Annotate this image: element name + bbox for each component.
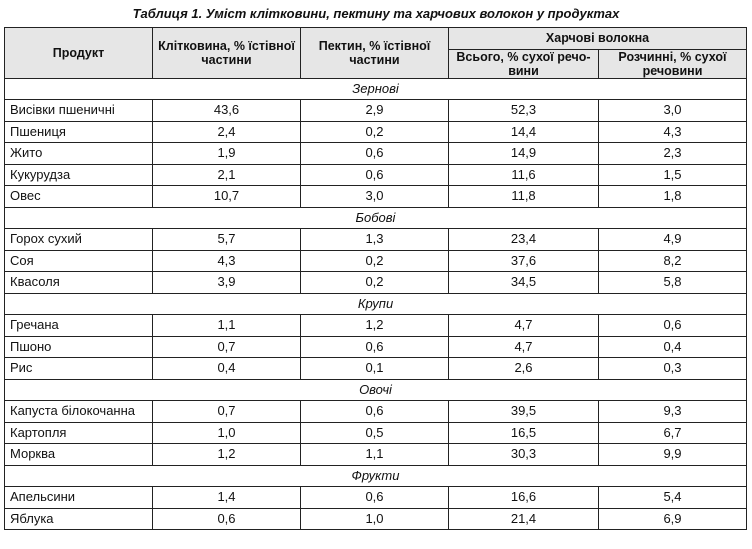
group-row xyxy=(5,465,747,487)
group-row xyxy=(5,293,747,315)
value-cell: 0,4 xyxy=(153,358,301,380)
value-cell: 0,6 xyxy=(301,164,449,186)
table-row xyxy=(5,487,747,509)
value-cell: 0,2 xyxy=(301,121,449,143)
value-cell: 1,9 xyxy=(153,143,301,165)
value-cell: 1,3 xyxy=(301,229,449,251)
value-cell: 2,1 xyxy=(153,164,301,186)
product-name-cell: Кукурудза xyxy=(5,164,153,186)
value-cell: 0,2 xyxy=(301,250,449,272)
product-name-cell: Овес xyxy=(5,186,153,208)
product-name-cell: Соя xyxy=(5,250,153,272)
header-pectin: Пектин, % їстівної частини xyxy=(301,28,449,79)
table-row xyxy=(5,186,747,208)
table-row xyxy=(5,315,747,337)
value-cell: 2,4 xyxy=(153,121,301,143)
value-cell: 43,6 xyxy=(153,100,301,122)
value-cell: 0,6 xyxy=(153,508,301,530)
product-name-cell: Морква xyxy=(5,444,153,466)
value-cell: 34,5 xyxy=(449,272,599,294)
product-name-cell: Гречана xyxy=(5,315,153,337)
value-cell: 0,1 xyxy=(301,358,449,380)
value-cell: 11,8 xyxy=(449,186,599,208)
value-cell: 3,0 xyxy=(599,100,747,122)
value-cell: 1,1 xyxy=(153,315,301,337)
table-row xyxy=(5,422,747,444)
value-cell: 5,8 xyxy=(599,272,747,294)
group-title: Фрукти xyxy=(5,465,747,487)
table-row xyxy=(5,508,747,530)
product-name-cell: Висівки пшеничні xyxy=(5,100,153,122)
value-cell: 1,2 xyxy=(301,315,449,337)
value-cell: 0,7 xyxy=(153,401,301,423)
value-cell: 2,6 xyxy=(449,358,599,380)
value-cell: 9,9 xyxy=(599,444,747,466)
value-cell: 0,2 xyxy=(301,272,449,294)
product-name-cell: Рис xyxy=(5,358,153,380)
group-row xyxy=(5,379,747,401)
value-cell: 1,5 xyxy=(599,164,747,186)
value-cell: 1,0 xyxy=(153,422,301,444)
table-row xyxy=(5,121,747,143)
value-cell: 1,4 xyxy=(153,487,301,509)
value-cell: 0,6 xyxy=(301,336,449,358)
header-product: Продукт xyxy=(5,28,153,79)
value-cell: 4,3 xyxy=(599,121,747,143)
value-cell: 2,9 xyxy=(301,100,449,122)
table-caption: Таблиця 1. Уміст клітковини, пектину та харчових волокон у продуктах xyxy=(132,6,620,21)
table-row xyxy=(5,401,747,423)
group-row xyxy=(5,78,747,100)
value-cell: 0,6 xyxy=(301,401,449,423)
value-cell: 0,6 xyxy=(599,315,747,337)
product-name-cell: Жито xyxy=(5,143,153,165)
value-cell: 0,6 xyxy=(301,487,449,509)
value-cell: 3,0 xyxy=(301,186,449,208)
table-row xyxy=(5,272,747,294)
value-cell: 39,5 xyxy=(449,401,599,423)
value-cell: 6,9 xyxy=(599,508,747,530)
product-name-cell: Пшениця xyxy=(5,121,153,143)
table-row xyxy=(5,358,747,380)
value-cell: 8,2 xyxy=(599,250,747,272)
value-cell: 14,4 xyxy=(449,121,599,143)
header-dietary-fiber: Харчові волокна xyxy=(449,28,747,50)
product-name-cell: Апельсини xyxy=(5,487,153,509)
value-cell: 9,3 xyxy=(599,401,747,423)
value-cell: 10,7 xyxy=(153,186,301,208)
table-row xyxy=(5,444,747,466)
value-cell: 16,6 xyxy=(449,487,599,509)
table-row xyxy=(5,100,747,122)
value-cell: 11,6 xyxy=(449,164,599,186)
value-cell: 1,8 xyxy=(599,186,747,208)
table-body xyxy=(5,78,747,530)
product-name-cell: Капуста білокочанна xyxy=(5,401,153,423)
product-name-cell: Яблука xyxy=(5,508,153,530)
value-cell: 16,5 xyxy=(449,422,599,444)
value-cell: 52,3 xyxy=(449,100,599,122)
group-title: Овочі xyxy=(5,379,747,401)
value-cell: 23,4 xyxy=(449,229,599,251)
value-cell: 0,6 xyxy=(301,143,449,165)
value-cell: 4,9 xyxy=(599,229,747,251)
product-name-cell: Пшоно xyxy=(5,336,153,358)
group-row xyxy=(5,207,747,229)
value-cell: 1,1 xyxy=(301,444,449,466)
group-title: Бобові xyxy=(5,207,747,229)
value-cell: 2,3 xyxy=(599,143,747,165)
value-cell: 30,3 xyxy=(449,444,599,466)
value-cell: 6,7 xyxy=(599,422,747,444)
fiber-content-table xyxy=(4,27,747,530)
product-name-cell: Картопля xyxy=(5,422,153,444)
product-name-cell: Горох сухий xyxy=(5,229,153,251)
header-fiber: Клітковина, % їстівної частини xyxy=(153,28,301,79)
table-row xyxy=(5,250,747,272)
table-row xyxy=(5,229,747,251)
value-cell: 0,4 xyxy=(599,336,747,358)
value-cell: 4,7 xyxy=(449,336,599,358)
table-row xyxy=(5,143,747,165)
value-cell: 37,6 xyxy=(449,250,599,272)
value-cell: 0,5 xyxy=(301,422,449,444)
value-cell: 4,7 xyxy=(449,315,599,337)
value-cell: 3,9 xyxy=(153,272,301,294)
value-cell: 4,3 xyxy=(153,250,301,272)
value-cell: 14,9 xyxy=(449,143,599,165)
header-soluble: Розчинні, % сухої речовини xyxy=(599,49,747,78)
group-title: Зернові xyxy=(5,78,747,100)
table-row xyxy=(5,164,747,186)
group-title: Крупи xyxy=(5,293,747,315)
product-name-cell: Квасоля xyxy=(5,272,153,294)
value-cell: 0,3 xyxy=(599,358,747,380)
value-cell: 21,4 xyxy=(449,508,599,530)
value-cell: 0,7 xyxy=(153,336,301,358)
value-cell: 1,0 xyxy=(301,508,449,530)
table-row xyxy=(5,336,747,358)
value-cell: 1,2 xyxy=(153,444,301,466)
value-cell: 5,4 xyxy=(599,487,747,509)
value-cell: 5,7 xyxy=(153,229,301,251)
header-total: Всього, % сухої речо-вини xyxy=(449,49,599,78)
